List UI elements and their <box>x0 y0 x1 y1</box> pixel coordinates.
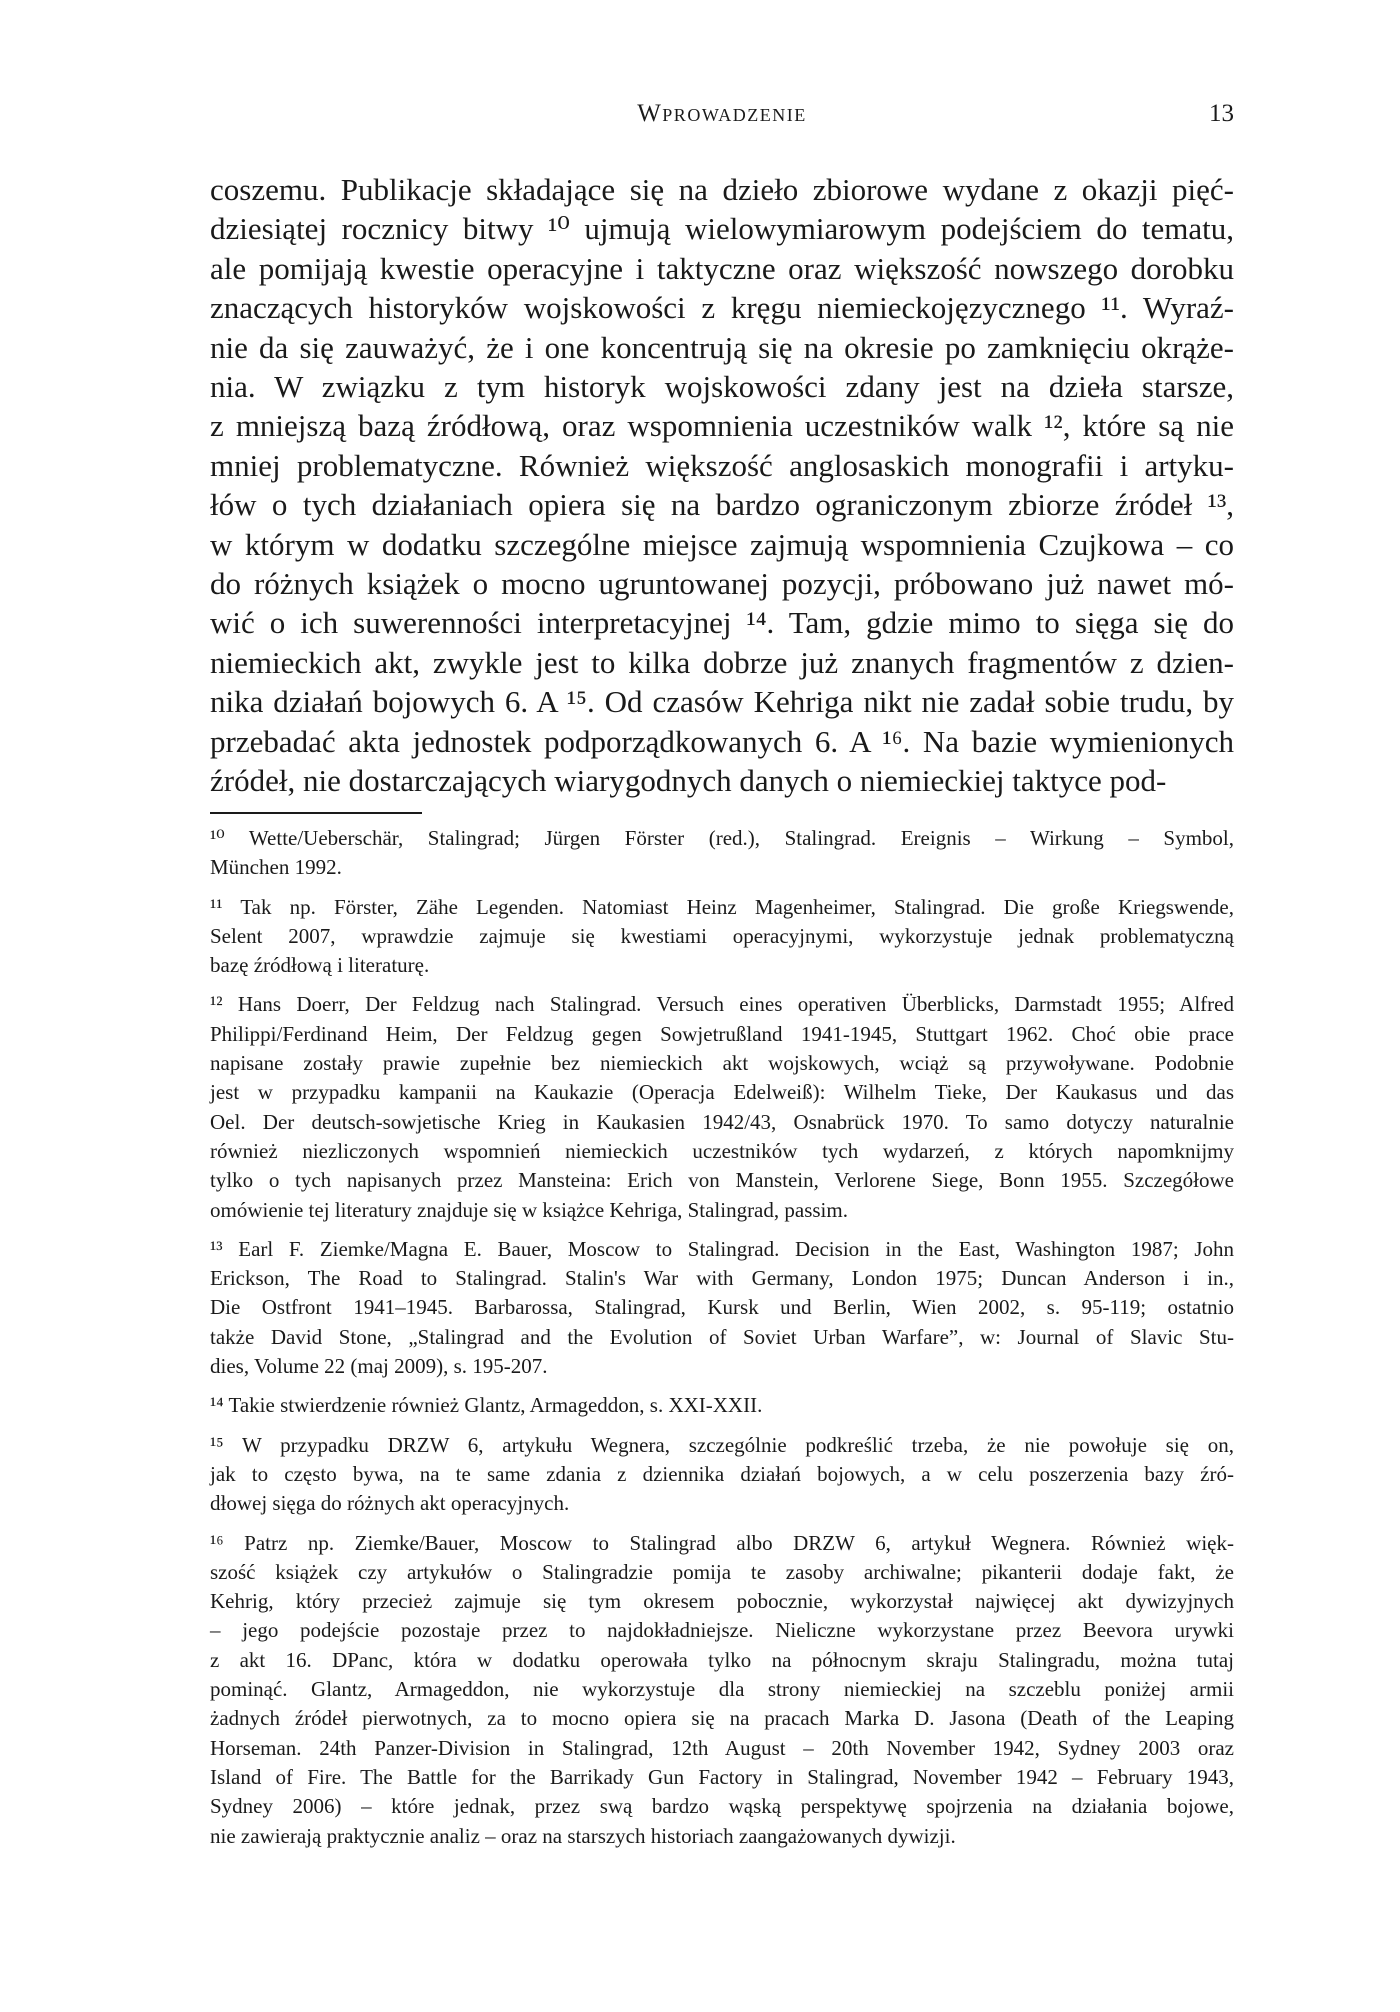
main-text-line: mniej problematyczne. Również większość anglosaskich monografii i artyku- <box>210 447 1234 483</box>
main-text-line: do różnych książek o mocno ugruntowanej pozycji, próbowano już nawet mó- <box>210 566 1234 602</box>
main-text-line: wić o ich suwerenności interpretacyjnej ¹⁴. Tam, gdzie mimo to sięga się do <box>210 605 1234 641</box>
footnote-line: jak to często bywa, na te same zdania z dziennika działań bojowych, a w celu poszerzenia bazy źró- <box>210 1461 1234 1486</box>
page-header <box>210 100 1234 140</box>
footnote-line: z akt 16. DPanc, która w dodatku operowała tylko na północnym skraju Stalingradu, można tutaj <box>210 1647 1234 1672</box>
footnote-line: nie zawierają praktycznie analiz – oraz na starszych historiach zaangażowanych dywizji. <box>210 1823 956 1848</box>
footnote-line: żadnych źródeł pierwotnych, za to mocno opiera się na pracach Marka D. Jasona (Death of the Leaping <box>210 1706 1234 1731</box>
footnote-line: Philippi/Ferdinand Heim, Der Feldzug gegen Sowjetrußland 1941-1945, Stuttgart 1962. Choć obie prace <box>210 1021 1234 1046</box>
page-number: 13 <box>1209 100 1234 127</box>
main-text-line: z mniejszą bazą źródłową, oraz wspomnienia uczestników walk ¹², które są nie <box>210 408 1234 444</box>
footnote-line: Kehrig, który przecież zajmuje się tym okresem pobocznie, wykorzystał najwięcej akt dywizyjnych <box>210 1589 1234 1614</box>
footnote <box>210 824 1234 883</box>
footnote-line: ¹⁴ Takie stwierdzenie również Glantz, Armageddon, s. XXI-XXII. <box>210 1393 763 1418</box>
footnote-line: omówienie tej literatury znajduje się w książce Kehriga, Stalingrad, passim. <box>210 1197 848 1222</box>
footnote-line: również niezliczonych wspomnień niemieckich uczestników tych wydarzeń, z których napomknijmy <box>210 1138 1234 1163</box>
footnote-line: szość książek czy artykułów o Stalingradzie pomija te zasoby archiwalne; pikanterii dodaje fakt, że <box>210 1559 1234 1584</box>
main-text-line: nie da się zauważyć, że i one koncentrują się na okresie po zamknięciu okrąże- <box>210 329 1234 365</box>
footnote-line: Die Ostfront 1941–1945. Barbarossa, Stalingrad, Kursk und Berlin, Wien 2002, s. 95-119; ostatnio <box>210 1295 1234 1320</box>
footnote-line: ¹⁰ Wette/Ueberschär, Stalingrad; Jürgen Förster (red.), Stalingrad. Ereignis – Wirkung – Symbol, <box>210 826 1234 850</box>
footnote-line: dłowej sięga do różnych akt operacyjnych. <box>210 1491 570 1516</box>
footnote-line: dies, Volume 22 (maj 2009), s. 195-207. <box>210 1354 548 1379</box>
footnote <box>210 893 1234 981</box>
main-text-line: łów o tych działaniach opiera się na bardzo ograniczonym zbiorze źródeł ¹³, <box>210 487 1234 523</box>
footnote-line: Horseman. 24th Panzer-Division in Stalingrad, 12th August – 20th November 1942, Sydney 2003 oraz <box>210 1735 1234 1760</box>
main-text-line: nika działań bojowych 6. A ¹⁵. Od czasów Kehriga nikt nie zadał sobie trudu, by <box>210 684 1234 720</box>
footnote-separator <box>210 812 422 814</box>
footnote-line: pominąć. Glantz, Armageddon, nie wykorzystuje dla strony niemieckiej na szczeblu poniżej armii <box>210 1677 1234 1702</box>
footnote <box>210 1529 1234 1851</box>
footnote-line: Oel. Der deutsch-sowjetische Krieg in Kaukasien 1942/43, Osnabrück 1970. To samo dotyczy naturalnie <box>210 1109 1234 1134</box>
main-text-line: coszemu. Publikacje składające się na dzieło zbiorowe wydane z okazji pięć- <box>210 172 1234 207</box>
footnote <box>210 990 1234 1224</box>
footnote-line: München 1992. <box>210 855 342 880</box>
main-text-line: źródeł, nie dostarczających wiarygodnych danych o niemieckiej taktyce pod- <box>210 763 1167 799</box>
footnote-line: Island of Fire. The Battle for the Barrikady Gun Factory in Stalingrad, November 1942 – February 1943, <box>210 1764 1234 1789</box>
footnote <box>210 1391 1234 1420</box>
main-text-line: przebadać akta jednostek podporządkowanych 6. A ¹⁶. Na bazie wymienionych <box>210 723 1234 759</box>
main-text-line: niemieckich akt, zwykle jest to kilka dobrze już znanych fragmentów z dzien- <box>210 644 1234 680</box>
footnote-line: także David Stone, „Stalingrad and the Evolution of Soviet Urban Warfare”, w: Journal of Slavic Stu- <box>210 1324 1234 1349</box>
footnote-line: ¹⁵ W przypadku DRZW 6, artykułu Wegnera, szczególnie podkreślić trzeba, że nie powołuje się on, <box>210 1432 1234 1457</box>
running-title: Wprowadzenie <box>637 100 807 127</box>
footnote-line: ¹⁶ Patrz np. Ziemke/Bauer, Moscow to Stalingrad albo DRZW 6, artykuł Wegnera. Również więk- <box>210 1530 1234 1555</box>
footnote-line: – jego podejście pozostaje przez to najdokładniejsze. Nieliczne wykorzystane przez Beevora urywki <box>210 1618 1234 1643</box>
footnote-line: ¹¹ Tak np. Förster, Zähe Legenden. Natomiast Heinz Magenheimer, Stalingrad. Die große Kriegswende, <box>210 894 1234 919</box>
footnote-line: ¹³ Earl F. Ziemke/Magna E. Bauer, Moscow to Stalingrad. Decision in the East, Washington 1987; John <box>210 1236 1234 1261</box>
footnote-line: Selent 2007, wprawdzie zajmuje się kwestiami operacyjnymi, wykorzystuje jednak problematyczną <box>210 923 1234 948</box>
footnote-line: jest w przypadku kampanii na Kaukazie (Operacja Edelweiß): Wilhelm Tieke, Der Kaukasus und das <box>210 1080 1234 1105</box>
main-text-line: dziesiątej rocznicy bitwy ¹⁰ ujmują wielowymiarowym podejściem do tematu, <box>210 211 1234 247</box>
main-text-line: nia. W związku z tym historyk wojskowości zdany jest na dzieła starsze, <box>210 369 1234 405</box>
main-text-line: w którym w dodatku szczególne miejsce zajmują wspomnienia Czujkowa – co <box>210 526 1234 562</box>
footnote-line: bazę źródłową i literaturę. <box>210 953 430 978</box>
footnote-line: Erickson, The Road to Stalingrad. Stalin's War with Germany, London 1975; Duncan Anderson i in., <box>210 1266 1234 1291</box>
main-text-line: ale pomijają kwestie operacyjne i taktyczne oraz większość nowszego dorobku <box>210 250 1234 286</box>
footnote-line: napisane zostały prawie zupełnie bez niemieckich akt wojskowych, wciąż są przywoływane. Podobnie <box>210 1051 1234 1076</box>
footnote <box>210 1235 1234 1381</box>
footnote-line: ¹² Hans Doerr, Der Feldzug nach Stalingrad. Versuch eines operativen Überblicks, Darmstadt 1955; Alfred <box>210 992 1234 1017</box>
footnote <box>210 1431 1234 1519</box>
main-text <box>210 170 1234 801</box>
footnotes <box>210 824 1234 1861</box>
main-text-line: znaczących historyków wojskowości z kręgu niemieckojęzycznego ¹¹. Wyraź- <box>210 290 1234 326</box>
footnote-line: Sydney 2006) – które jednak, przez swą bardzo wąską perspektywę spojrzenia na działania bojowe, <box>210 1794 1234 1819</box>
footnote-line: tylko o tych napisanych przez Mansteina: Erich von Manstein, Verlorene Siege, Bonn 1955. Szczegółowe <box>210 1168 1234 1193</box>
